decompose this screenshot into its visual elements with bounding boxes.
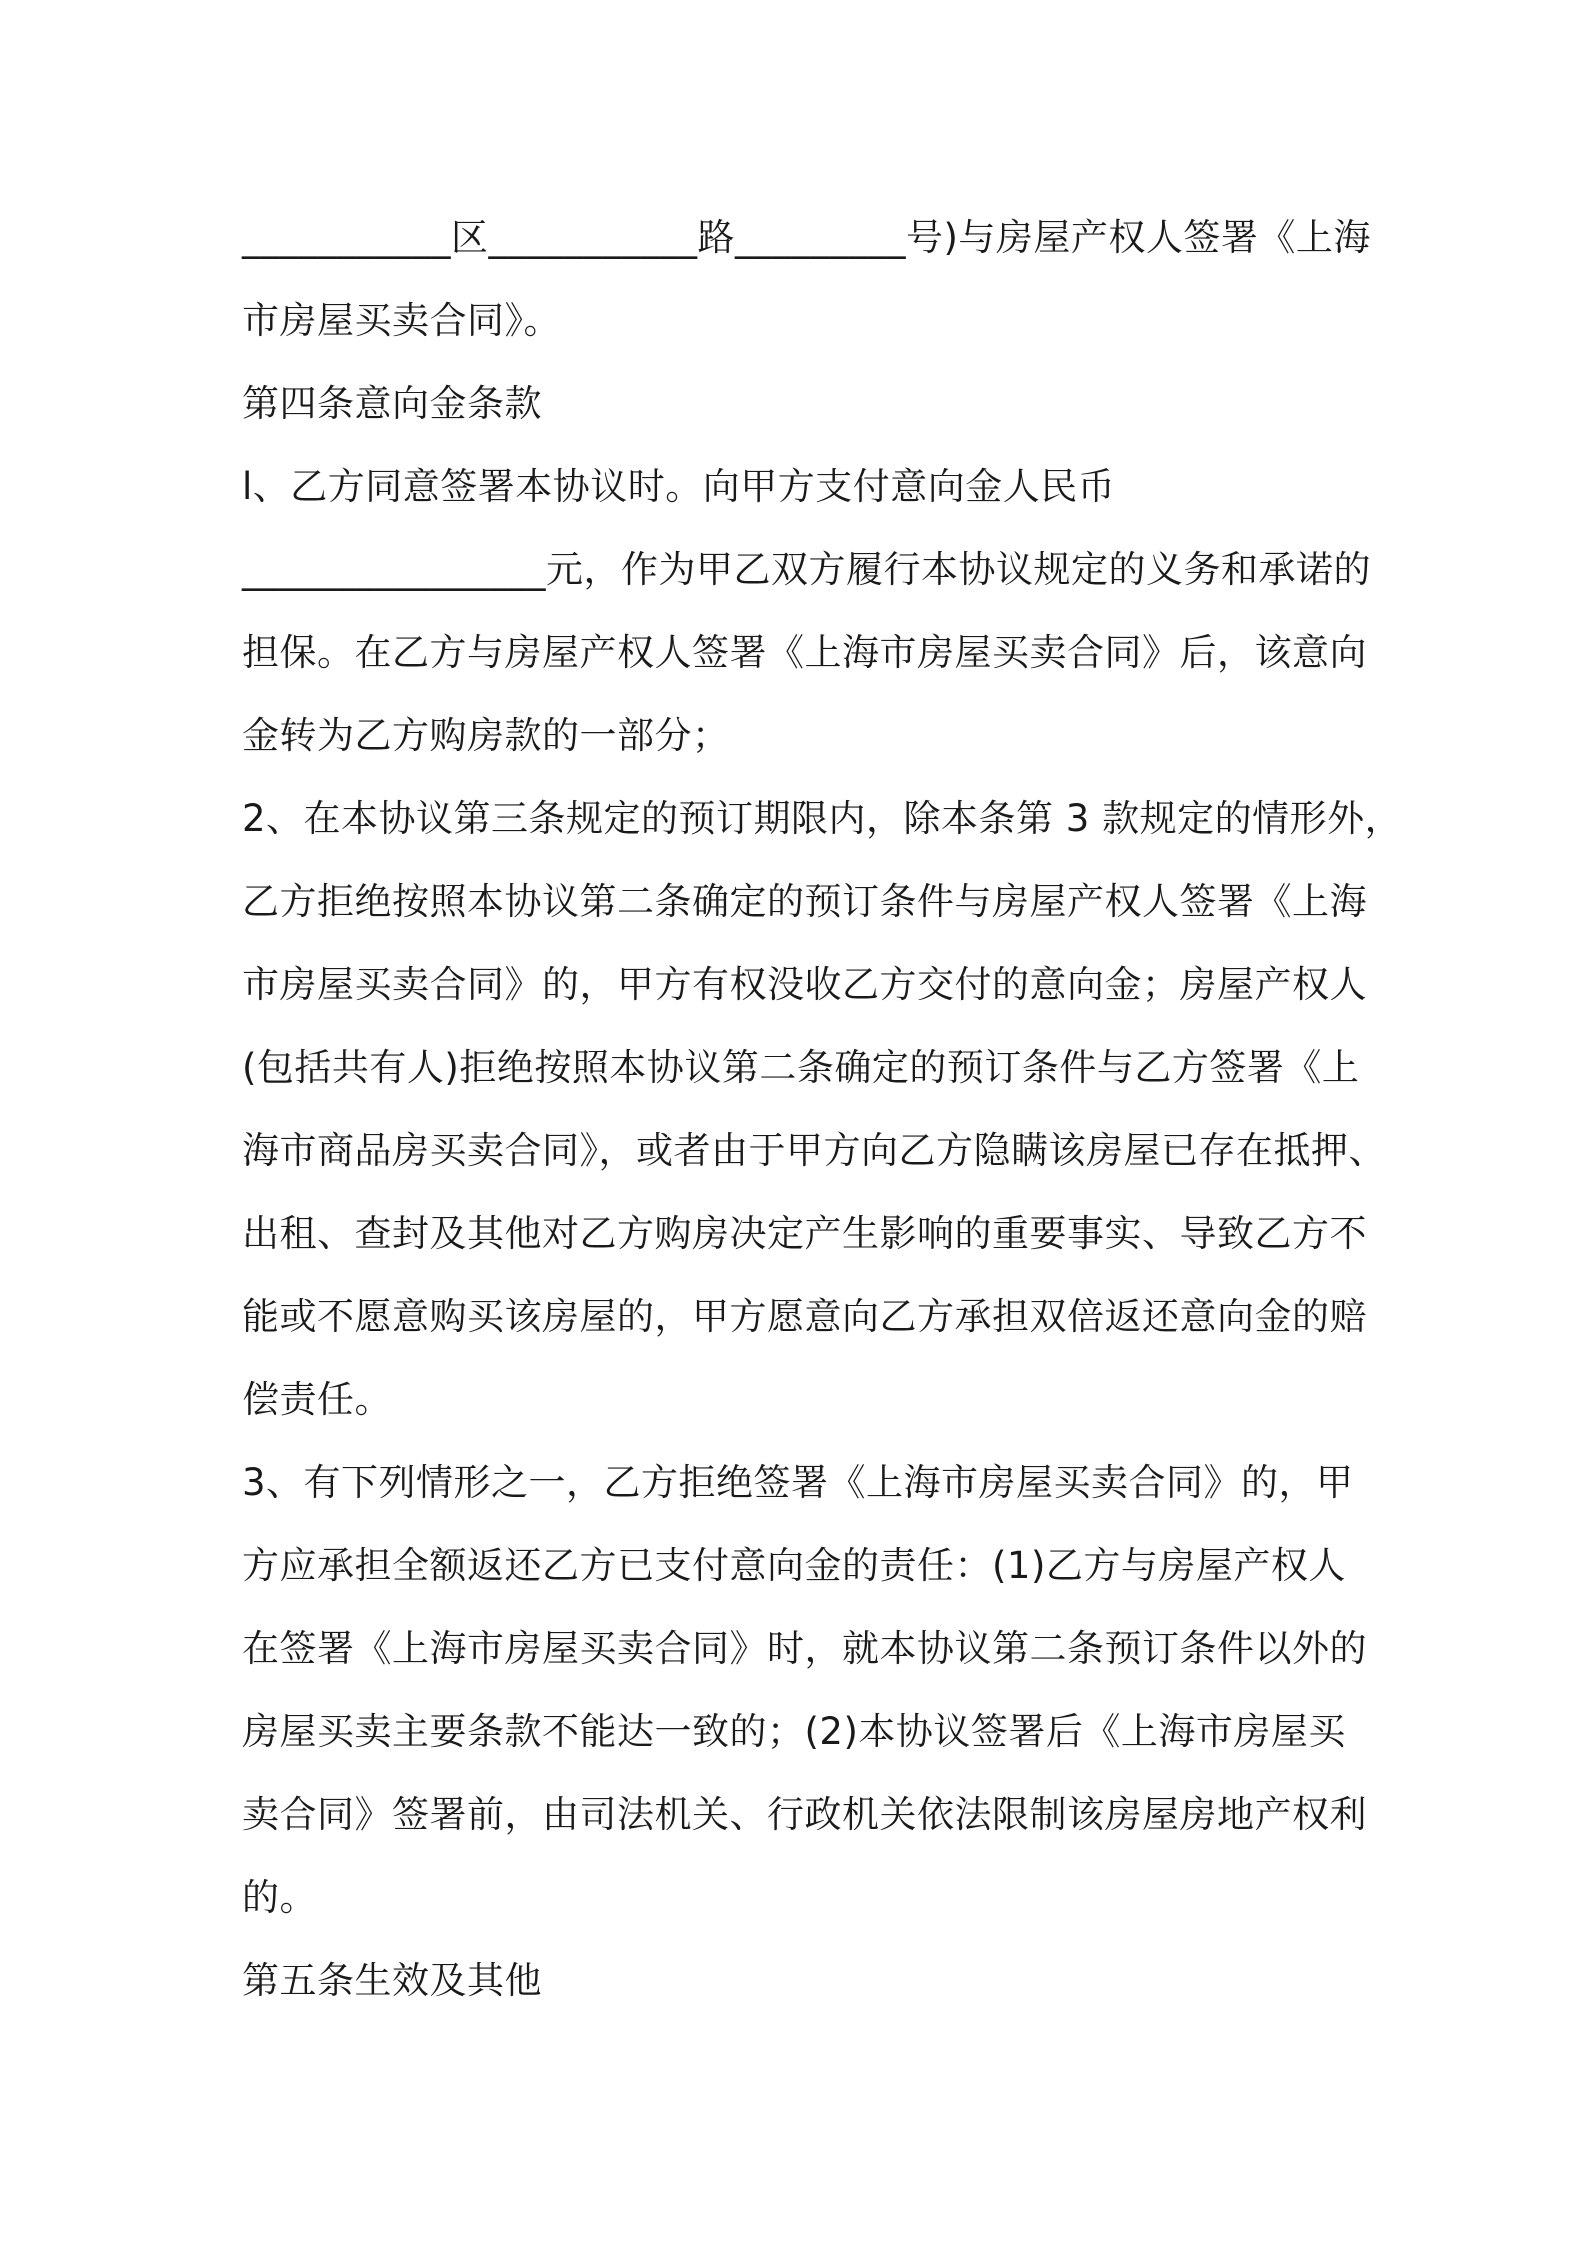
text-line: 房屋买卖主要条款不能达一致的；(2)本协议签署后《上海市房屋买	[242, 1710, 1346, 1753]
text-line: 出租、查封及其他对乙方购房决定产生影响的重要事实、导致乙方不	[242, 1212, 1367, 1255]
text-line: 卖合同》签署前，由司法机关、行政机关依法限制该房屋房地产权利	[242, 1793, 1367, 1836]
text-line: 能或不愿意购买该房屋的，甲方愿意向乙方承担双倍返还意向金的赔	[242, 1295, 1367, 1338]
text-line: ________________元，作为甲乙双方履行本协议规定的义务和承诺的	[242, 548, 1371, 591]
section-heading-article-5: 第五条生效及其他	[242, 1959, 542, 2002]
text-line: 乙方拒绝按照本协议第二条确定的预订条件与房屋产权人签署《上海	[242, 880, 1367, 923]
text-line: 担保。在乙方与房屋产权人签署《上海市房屋买卖合同》后，该意向	[242, 631, 1367, 674]
text-line: 市房屋买卖合同》。	[242, 299, 561, 342]
document-body	[242, 196, 1403, 2022]
text-line: 3、有下列情形之一，乙方拒绝签署《上海市房屋买卖合同》的，甲	[242, 1461, 1354, 1504]
text-line: 2、在本协议第三条规定的预订期限内，除本条第 3 款规定的情形外，	[242, 797, 1403, 840]
text-line: 在签署《上海市房屋买卖合同》时，就本协议第二条预订条件以外的	[242, 1627, 1367, 1670]
text-line: 方应承担全额返还乙方已支付意向金的责任：(1)乙方与房屋产权人	[242, 1544, 1346, 1587]
text-line: ___________区___________路_________号)与房屋产权人签署《上海	[242, 216, 1371, 259]
text-line: (包括共有人)拒绝按照本协议第二条确定的预订条件与乙方签署《上	[242, 1046, 1360, 1089]
text-line: 海市商品房买卖合同》，或者由于甲方向乙方隐瞒该房屋已存在抵押、	[242, 1129, 1386, 1172]
section-heading-article-4: 第四条意向金条款	[242, 382, 542, 425]
text-line: l、乙方同意签署本协议时。向甲方支付意向金人民币	[242, 465, 1116, 508]
text-line: 偿责任。	[242, 1378, 392, 1421]
text-line: 市房屋买卖合同》的，甲方有权没收乙方交付的意向金；房屋产权人	[242, 963, 1367, 1006]
text-line: 金转为乙方购房款的一部分；	[242, 714, 730, 757]
text-line: 的。	[242, 1876, 317, 1919]
